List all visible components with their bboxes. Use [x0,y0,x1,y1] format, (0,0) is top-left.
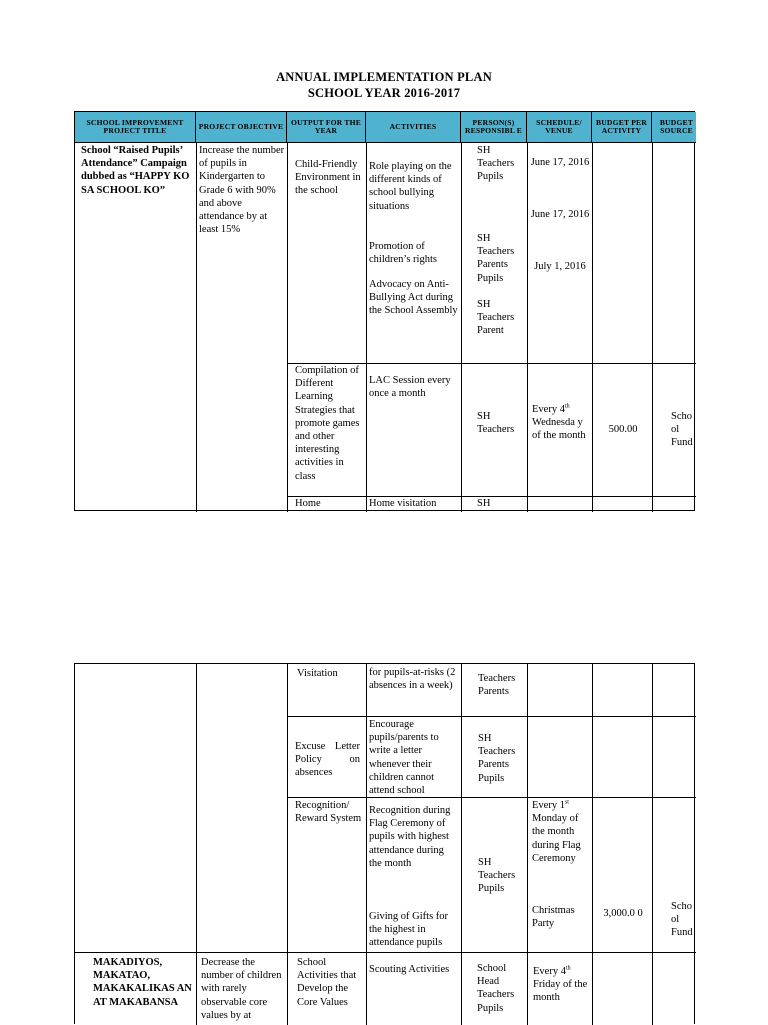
document-title: ANNUAL IMPLEMENTATION PLAN [276,70,492,84]
schedule-cell: July 1, 2016 [534,261,586,272]
header-schedule-venue: SCHEDULE/ VENUE [527,112,592,142]
column-divider [652,142,653,512]
schedule-cell: Every 4th Wednesda y of the month [532,403,586,442]
budget-source-cell: Scho ol Fund [671,411,693,449]
column-divider [592,664,593,1025]
header-activities: ACTIVITIES [366,112,461,142]
header-output: OUTPUT FOR THE YEAR [287,112,366,142]
project-objective-cell: Increase the number of pupils in Kindergarten to Grade 6 with 90% and above attendance by at least 15% [199,145,285,236]
implementation-table-page2 [74,663,695,1024]
budget-cell: 500.00 [608,424,638,435]
header-project-title: SCHOOL IMPROVEMENT PROJECT TITLE [75,112,196,142]
persons-cell: SH Teachers Parent [477,299,515,337]
persons-cell: SH Teachers [477,411,515,436]
persons-cell: School Head Teachers Pupils [477,963,515,1014]
column-divider [287,664,288,1025]
column-divider [366,664,367,1025]
header-budget-source: BUDGET SOURCE [652,112,696,142]
persons-cell: SH Teachers Parents Pupils [477,233,515,284]
output-cell: School Activities that Develop the Core Values [297,957,357,1008]
activity-cell: Giving of Gifts for the highest in attendance pupils [369,911,449,949]
budget-cell: 3,000.0 0 [603,908,643,919]
schedule-cell: Every 1st Monday of the month during Flag Ceremony [532,799,581,864]
column-divider [366,142,367,512]
budget-source-cell: Scho ol Fund [671,901,693,939]
schedule-cell: June 17, 2016 [530,209,590,220]
output-cell: Recognition/ Reward System [295,800,362,825]
project-title-cell: MAKADIYOS, MAKATAO, MAKAKALIKAS AN AT MAKABANSA [93,957,192,1008]
output-cell: Home [295,498,321,509]
header-budget-per-activity: BUDGET PER ACTIVITY [592,112,652,142]
school-year-title: SCHOOL YEAR 2016-2017 [307,86,461,100]
persons-cell: SH Teachers Pupils [478,857,516,895]
row-divider [287,716,696,717]
column-divider [652,664,653,1025]
header-persons-responsible: PERSON(S) RESPONSIBL E [461,112,527,142]
output-cell: Visitation [297,668,338,679]
activity-cell: Role playing on the different kinds of school bullying situations [369,161,452,212]
schedule-cell: June 17, 2016 [530,157,590,168]
activity-cell: Recognition during Flag Ceremony of pupils with highest attendance during the month [369,805,451,869]
column-divider [287,142,288,512]
column-divider [196,664,197,1025]
output-cell: Compilation of Different Learning Strategies that promote games and other interesting activities in class [295,365,360,482]
header-project-objective: PROJECT OBJECTIVE [196,112,287,142]
activity-cell: LAC Session every once a month [369,375,451,400]
persons-cell: SH Teachers Parents Pupils [478,733,516,784]
persons-cell: Teachers Parents [478,673,516,698]
implementation-table-page1 [74,111,695,511]
column-divider [461,142,462,512]
column-divider [461,664,462,1025]
row-divider [287,797,696,798]
activity-cell: Home visitation [369,498,437,509]
column-divider [592,142,593,512]
activity-cell: Scouting Activities [369,964,450,975]
column-divider [527,664,528,1025]
persons-cell: SH Teachers Pupils [477,145,515,183]
activity-cell: Advocacy on Anti-Bullying Act during the School Assembly [369,279,458,317]
output-cell: Excuse Letter Policy on absences [295,741,360,779]
project-objective-cell: Decrease the number of children with rarely observable core values by at [201,957,282,1021]
column-divider [527,142,528,512]
project-title-cell: School “Raised Pupils’ Attendance” Campaign dubbed as “HAPPY KO SA SCHOOL KO” [81,145,190,196]
activity-cell: for pupils-at-risks (2 absences in a week) [369,667,456,692]
schedule-cell: Christmas Party [532,905,575,930]
persons-cell: SH [477,498,491,509]
column-divider [196,142,197,512]
activity-cell: Encourage pupils/parents to write a letter whenever their children cannot attend school [369,719,439,797]
output-cell: Child-Friendly Environment in the school [295,159,361,197]
row-divider [75,952,696,953]
schedule-cell: Every 4th Friday of the month [533,965,588,1004]
activity-cell: Promotion of children’s rights [369,241,437,266]
header-divider [75,142,696,143]
